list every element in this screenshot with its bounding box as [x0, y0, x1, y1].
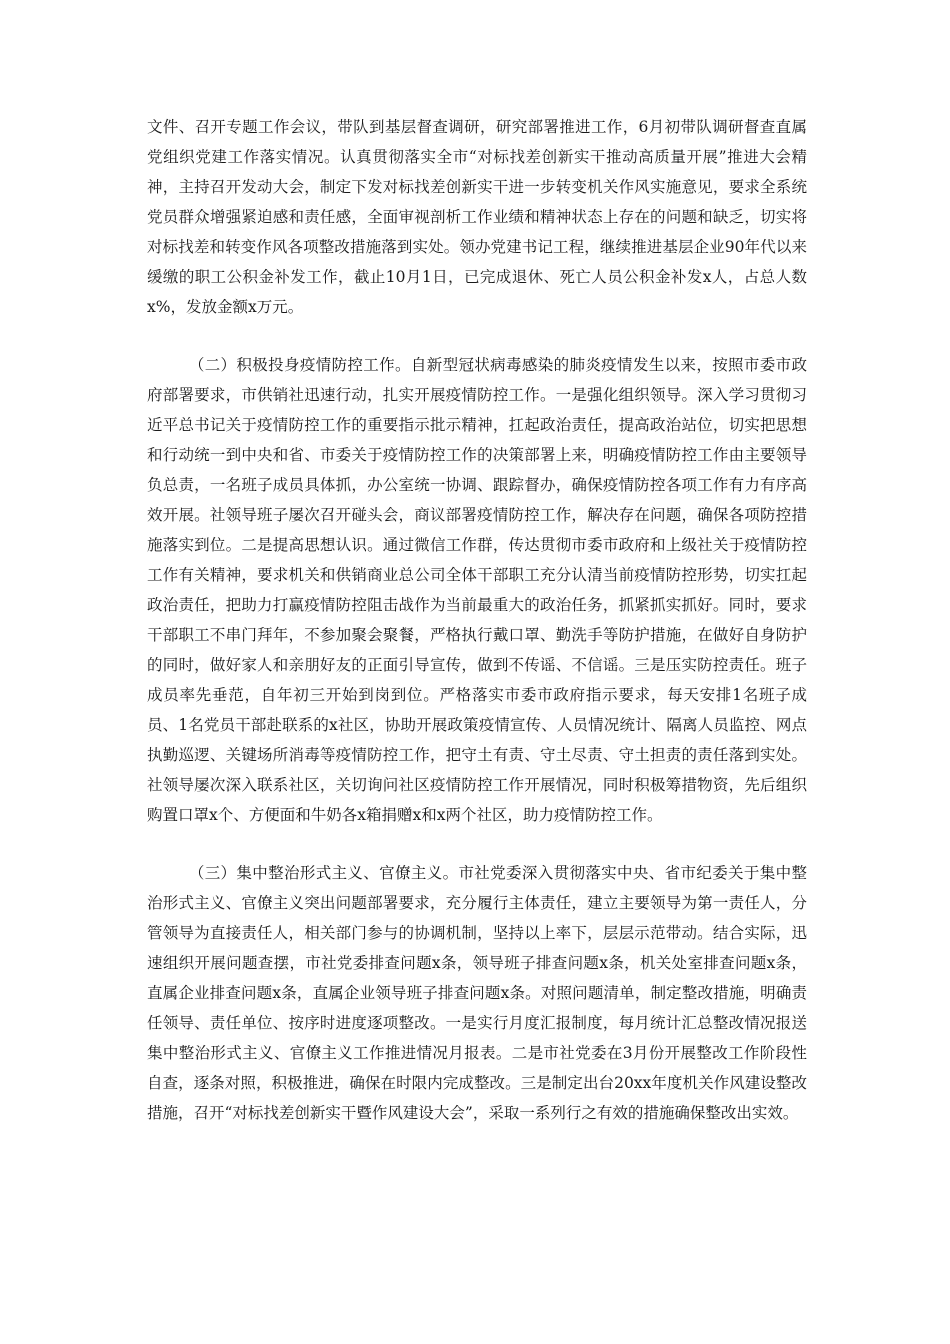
paragraph-continuation: 文件、召开专题工作会议，带队到基层督查调研，研究部署推进工作，6月初带队调研督查直属党组织党建工作落实情况。认真贯彻落实全市“对标找差创新实干推动高质量开展”推进大会精神，主持召开发动大会，制定下发对标找差创新实干进一步转变机关作风实施意见，要求全系统党员群众增强紧迫感和责任感，全面审视剖析工作业绩和精神状态上存在的问题和缺乏，切实将对标找差和转变作风各项整改措施落到实处。领办党建书记工程，继续推进基层企业90年代以来缓缴的职工公积金补发工作，截止10月1日，已完成退休、死亡人员公积金补发x人，占总人数x%，发放金额x万元。 — [147, 118, 807, 316]
paragraph-epidemic-prevention: （二）积极投身疫情防控工作。自新型冠状病毒感染的肺炎疫情发生以来，按照市委市政府部署要求，市供销社迅速行动，扎实开展疫情防控工作。一是强化组织领导。深入学习贯彻习近平总书记关于疫情防控工作的重要指示批示精神，扛起政治责任，提高政治站位，切实把思想和行动统一到中央和省、市委关于疫情防控工作的决策部署上来，明确疫情防控工作由主要领导负总责，一名班子成员具体抓，办公室统一协调、跟踪督办，确保疫情防控各项工作有力有序高效开展。社领导班子屡次召开碰头会，商议部署疫情防控工作，解决存在问题，确保各项防控措施落实到位。二是提高思想认识。通过微信工作群，传达贯彻市委市政府和上级社关于疫情防控工作有关精神，要求机关和供销商业总公司全体干部职工充分认清当前疫情防控形势，切实扛起政治责任，把助力打赢疫情防控阻击战作为当前最重大的政治任务，抓紧抓实抓好。同时，要求干部职工不串门拜年，不参加聚会聚餐，严格执行戴口罩、勤洗手等防护措施，在做好自身防护的同时，做好家人和亲朋好友的正面引导宣传，做到不传谣、不信谣。三是压实防控责任。班子成员率先垂范，自年初三开始到岗到位。严格落实市委市政府指示要求，每天安排1名班子成员、1名党员干部赴联系的x社区，协助开展政策疫情宣传、人员情况统计、隔离人员监控、网点执勤巡逻、关键场所消毒等疫情防控工作，把守土有责、守土尽责、守土担责的责任落到实处。社领导屡次深入联系社区，关切询问社区疫情防控工作开展情况，同时积极筹措物资，先后组织购置口罩x个、方便面和牛奶各x箱捐赠x和x两个社区，助力疫情防控工作。 — [147, 356, 807, 824]
document-body — [147, 112, 807, 1128]
paragraph-rectify-formalism: （三）集中整治形式主义、官僚主义。市社党委深入贯彻落实中央、省市纪委关于集中整治形式主义、官僚主义突出问题部署要求，充分履行主体责任，建立主要领导为第一责任人，分管领导为直接责任人，相关部门参与的协调机制，坚持以上率下，层层示范带动。结合实际，迅速组织开展问题查摆，市社党委排查问题x条，领导班子排查问题x条，机关处室排查问题x条，直属企业排查问题x条，直属企业领导班子排查问题x条。对照问题清单，制定整改措施，明确责任领导、责任单位、按序时进度逐项整改。一是实行月度汇报制度，每月统计汇总整改情况报送集中整治形式主义、官僚主义工作推进情况月报表。二是市社党委在3月份开展整改工作阶段性自查，逐条对照，积极推进，确保在时限内完成整改。三是制定出台20xx年度机关作风建设整改措施，召开“对标找差创新实干暨作风建设大会”，采取一系列行之有效的措施确保整改出实效。 — [147, 864, 807, 1122]
